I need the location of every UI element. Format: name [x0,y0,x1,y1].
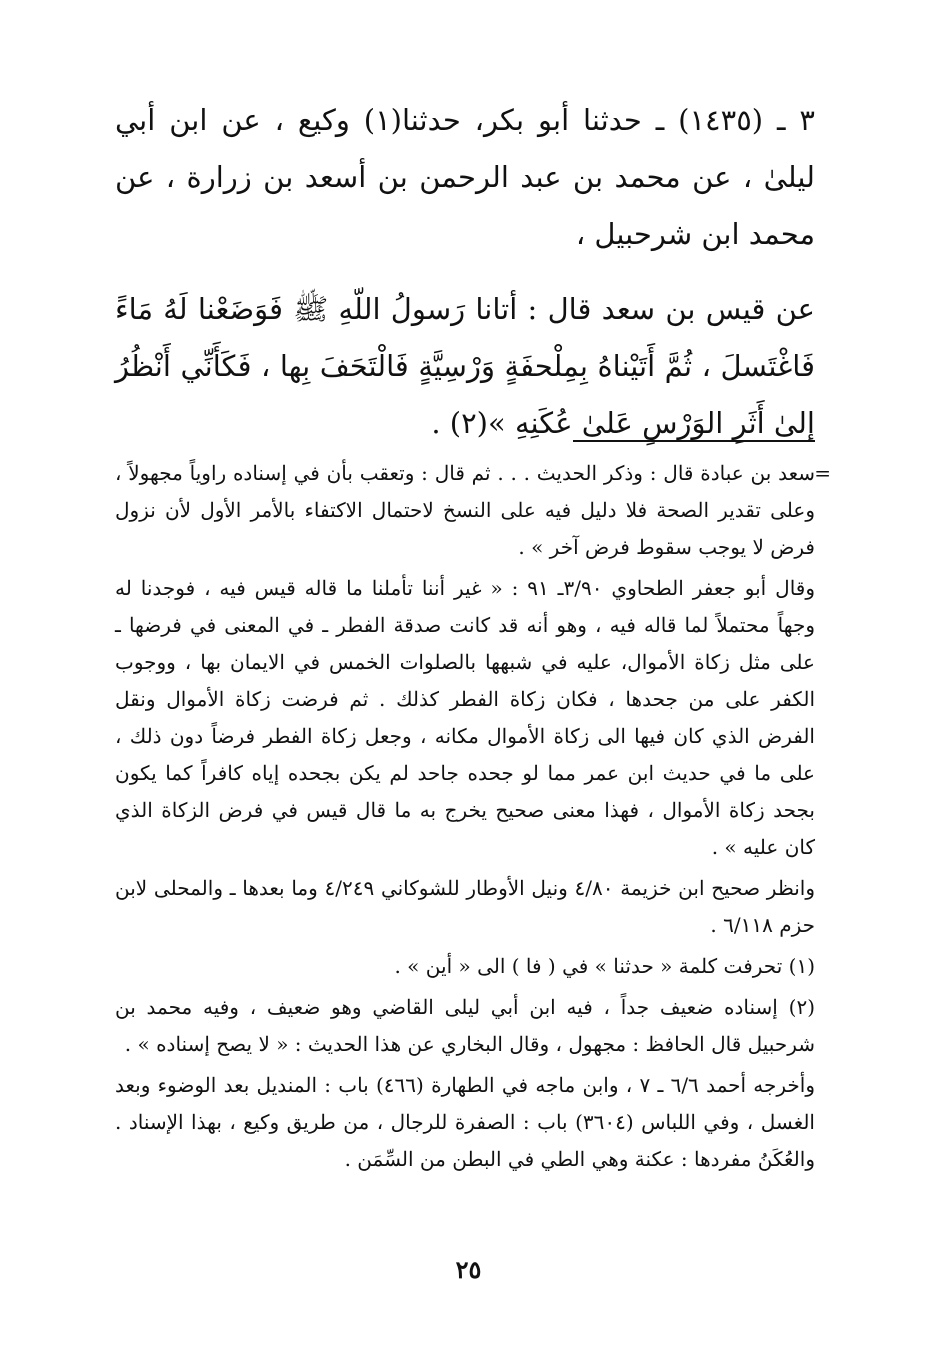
page-number: ٢٥ [455,1255,482,1284]
footnote-1: (١) تحرفت كلمة « حدثنا » في ( فا ) الى « أين » . [394,954,815,978]
footnote-paragraph: وانظر صحيح ابن خزيمة ٤/٨٠ ونيل الأوطار للشوكاني ٤/٢٤٩ وما بعدها ـ والمحلى لابن حزم ٦/١١٨ . [115,876,816,937]
footnote-separator [573,440,815,442]
hadith-isnad: ٣ ـ (١٤٣٥) ـ حدثنا أبو بكر، حدثنا(١) وكيع ، عن ابن أبي ليلىٰ ، عن محمد بن عبد الرحمن بن أسعد بن زرارة ، عن محمد ابن شرحبيل ، [115,103,815,251]
footnote-paragraph: وقال أبو جعفر الطحاوي ٣/٩٠ـ ٩١ : « غير أننا تأملنا ما قاله قيس فيه ، فوجدنا له وجهاً محتملاً لما قاله فيه ، وهو أنه قد كانت صدقة الفطر ـ في المعنى في فرضها ـ على مثل زكاة الأموال، عليه في شبهها بالصلوات الخمس في الايمان بها ، ووجوب الكفر على من جحدها ، فكان زكاة الفطر كذلك . ثم فرضت زكاة الأموال ونقل الفرض الذي كان فيها الى زكاة الأموال مكانه ، وجعل زكاة الفطر فرضاً دون ذلك ، على ما في حديث ابن عمر مما لو جحده جاحد لم يكن بجحده إياه كافراً كما يكون بجحد زكاة الأموال ، فهذا معنى صحيح يخرج به ما قال قيس في فرض الزكاة الذي كان عليه » . [115,576,816,859]
footnote-continuation-mark: = [814,461,831,485]
hadith-matn: عن قيس بن سعد قال : أتانا رَسولُ اللّهِ ﷺ فَوَضَعْنا لَهُ مَاءً فَاغْتَسلَ ، ثُمَّ أَتَيْناهُ بِمِلْحفَةٍ وَرْسِيَّةٍ فَالْتَحَفَ بِها ، فَكَأَنِّي أَنْظُرُ إلىٰ أَثَرِ الوَرْسِ عَلىٰ عُكَنِهِ »(٢) . [115,292,815,440]
hadith-text [115,92,815,452]
footnotes [115,455,831,1178]
footnote-paragraph: وأخرجه أحمد ٦/٦ ـ ٧ ، وابن ماجه في الطهارة (٤٦٦) باب : المنديل بعد الوضوء وبعد الغسل ، وفي اللباس (٣٦٠٤) باب : الصفرة للرجال ، من طريق وكيع ، بهذا الإسناد . والعُكَنُ مفردها : عكنة وهي الطي في البطن من السِّمَن . [115,1073,815,1171]
footnote-paragraph: سعد بن عبادة قال : وذكر الحديث . . . ثم قال : وتعقب بأن في إسناده راوياً مجهولاً ، وعلى تقدير الصحة فلا دليل فيه على النسخ لاحتمال الاكتفاء بالأمر الأول لأن نزول فرض لا يوجب سقوط فرض آخر » . [115,461,815,559]
footnote-2: (٢) إسناده ضعيف جداً ، فيه ابن أبي ليلى القاضي وهو ضعيف ، وفيه محمد بن شرحبيل قال الحافظ : مجهول ، وقال البخاري عن هذا الحديث : « لا يصح إسناده » . [115,995,815,1056]
